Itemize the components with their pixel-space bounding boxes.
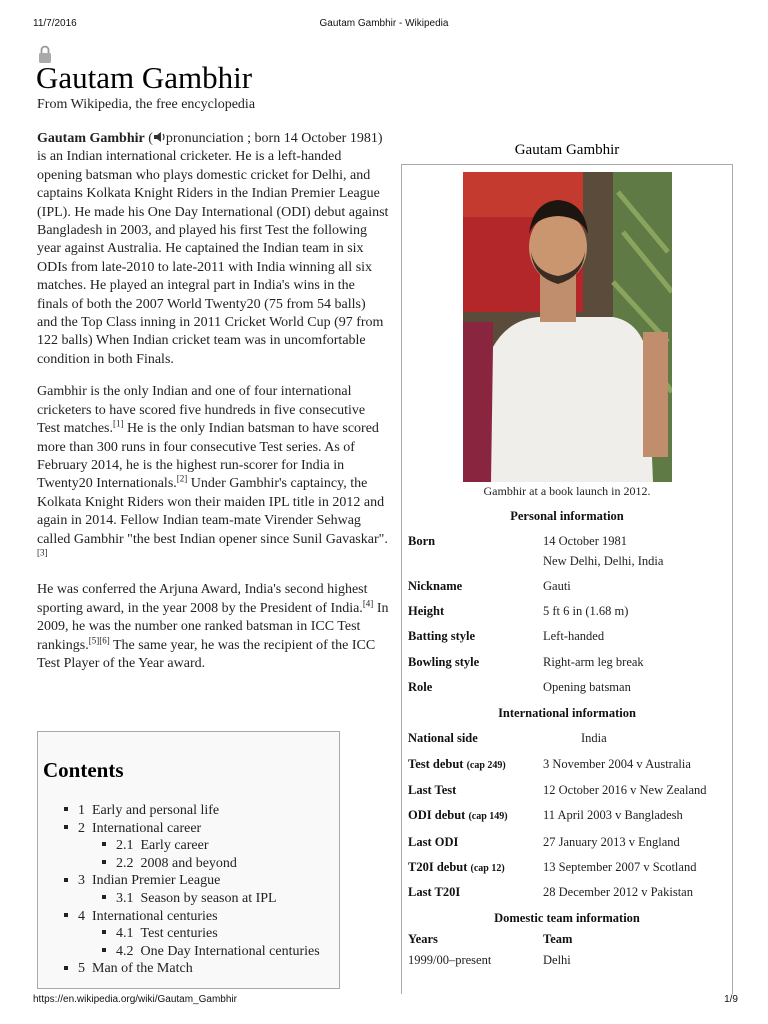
row-value[interactable]: India — [581, 731, 607, 745]
row-value[interactable]: 27 January 2013 v England — [543, 835, 680, 849]
row-value: 14 October 1981 — [543, 534, 628, 548]
row-label: Test debut (cap 249) — [408, 757, 506, 771]
row-label: Role — [408, 680, 433, 694]
column-header: Team — [543, 932, 573, 946]
row-value[interactable]: 28 December 2012 v Pakistan — [543, 885, 693, 899]
toc-item[interactable]: 2 International career — [64, 820, 339, 838]
print-date: 11/7/2016 — [33, 18, 77, 29]
row-value: Opening batsman — [543, 680, 631, 694]
toc-subitem[interactable]: 4.2 One Day International centuries — [64, 943, 339, 961]
row-value: 1999/00–present — [408, 953, 492, 967]
column-header: Years — [408, 932, 438, 946]
toc-item[interactable]: 1 Early and personal life — [64, 802, 339, 820]
ref-link[interactable]: [5] — [88, 634, 100, 645]
row-label: T20I debut (cap 12) — [408, 860, 505, 874]
section-heading: Personal information — [510, 509, 624, 523]
row-value[interactable]: 12 October 2016 v New Zealand — [543, 783, 707, 797]
ref-link[interactable]: [4] — [362, 598, 374, 609]
ref-link[interactable]: [3] — [37, 547, 48, 558]
page-title: Gautam Gambhir — [36, 60, 253, 95]
row-value: 5 ft 6 in (1.68 m) — [543, 604, 629, 618]
player-photo[interactable] — [463, 172, 672, 482]
section-heading: International information — [498, 706, 636, 720]
row-value[interactable]: 13 September 2007 v Scotland — [543, 860, 697, 874]
row-value: Left-handed — [543, 629, 605, 643]
pronunciation-link[interactable]: pronunciation — [165, 131, 244, 146]
row-label: Last Test — [408, 783, 457, 797]
toc-subitem[interactable]: 4.1 Test centuries — [64, 925, 339, 943]
row-value: New Delhi, Delhi, India — [543, 554, 664, 568]
row-label: National side — [408, 731, 478, 745]
toc-list — [64, 802, 339, 978]
paragraph-2: Gambhir is the only Indian and one of four international cricketers to have scored five hundreds in five consecutive Test matches.[1] He is the only Indian batsman to have scored more than 300 runs in four consecutive Test series. As of February 2014, he is the highest run-scorer for India in Twenty20 Internationals.[2] Under Gambhir's captaincy, the Kolkata Knight Riders won their maiden IPL title in 2012 and again in 2014. Fellow Indian team-mate Virender Sehwag called Gambhir "the best Indian opener since Sunil Gavaskar".[3] — [37, 384, 388, 558]
row-label: Batting style — [408, 629, 476, 643]
toc-title: Contents — [43, 758, 124, 782]
toc-subitem[interactable]: 2.2 2008 and beyond — [64, 855, 339, 873]
row-label: ODI debut (cap 149) — [408, 808, 508, 822]
toc-subitem[interactable]: 2.1 Early career — [64, 837, 339, 855]
row-value[interactable]: Delhi — [543, 953, 571, 967]
paragraph-1: Gautam Gambhir ( pronunciation ; born 14 October 1981) is an Indian international cricketer. He is a left-handed opening batsman who plays domestic cricket for Delhi, and captains Kolkata Knight Riders in the Indian Premier League (IPL). He made his One Day International (ODI) debut against Bangladesh in 2003, and played his first Test the following year against Australia. He captained the Indian team in six ODIs from late-2010 to late-2011 with India winning all six matches. He played an integral part in India's wins in the finals of both the 2007 World Twenty20 (75 from 54 balls) and the Top Class inning in 2011 Cricket World Cup (97 from 122 balls) When Indian cricket team was in uncomfortable condition in both Finals. — [37, 131, 389, 367]
row-label: Bowling style — [408, 655, 480, 669]
toc-item[interactable]: 3 Indian Premier League — [64, 872, 339, 890]
toc-subitem[interactable]: 3.1 Season by season at IPL — [64, 890, 339, 908]
ref-link[interactable]: [6] — [99, 634, 110, 645]
paragraph-3: He was conferred the Arjuna Award, India's second highest sporting award, in the year 2008 by the President of India.[4] In 2009, he was the number one ranked batsman in ICC Test rankings.[5][6] The same year, he was the recipient of the ICC Test Player of the Year award. — [37, 582, 389, 671]
page-subtitle: From Wikipedia, the free encyclopedia — [37, 97, 256, 112]
toc-item[interactable]: 4 International centuries — [64, 908, 339, 926]
subject-name: Gautam Gambhir — [37, 131, 145, 146]
page-number: 1/9 — [724, 994, 738, 1005]
print-title: Gautam Gambhir - Wikipedia — [319, 18, 449, 29]
row-value: Right-arm leg break — [543, 655, 644, 669]
ref-link[interactable]: [1] — [113, 418, 124, 429]
infobox-caption: Gautam Gambhir — [514, 142, 620, 158]
row-value[interactable]: 3 November 2004 v Australia — [543, 757, 691, 771]
speaker-icon[interactable] — [153, 131, 166, 143]
article-intro — [37, 130, 389, 687]
row-value: Gauti — [543, 579, 571, 593]
section-heading: Domestic team information — [494, 911, 640, 925]
row-label: Nickname — [408, 579, 463, 593]
ref-link[interactable]: [2] — [176, 473, 188, 484]
photo-caption: Gambhir at a book launch in 2012. — [483, 484, 651, 498]
row-label: Last T20I — [408, 885, 461, 899]
row-label: Last ODI — [408, 835, 459, 849]
row-label: Height — [408, 604, 445, 618]
print-footer — [0, 994, 768, 1008]
toc-item[interactable]: 5 Man of the Match — [64, 960, 339, 978]
table-of-contents — [37, 731, 340, 989]
print-header — [0, 18, 768, 32]
page-url: https://en.wikipedia.org/wiki/Gautam_Gambhir — [33, 994, 237, 1005]
row-value[interactable]: 11 April 2003 v Bangladesh — [543, 808, 683, 822]
row-label: Born — [408, 534, 436, 548]
